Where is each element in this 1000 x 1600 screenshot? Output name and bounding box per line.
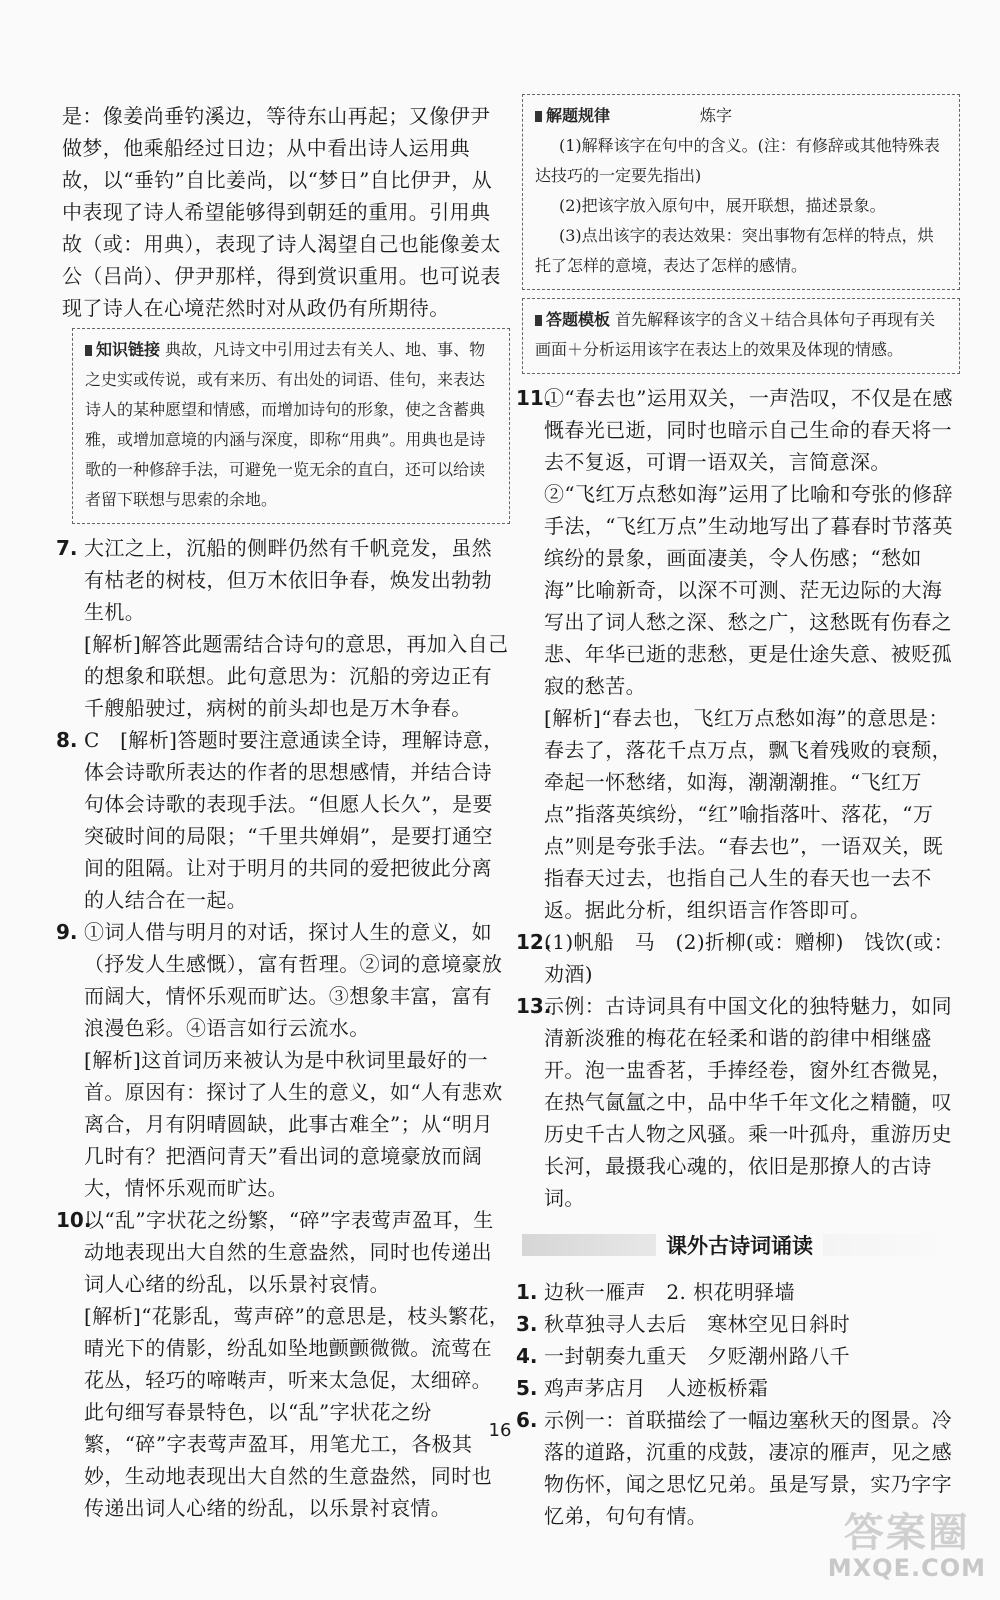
rule-item: (1)解释该字在句中的含义。(注：有修辞或其他特殊表达技巧的一定要先指出) (535, 136, 940, 185)
question-11 (516, 382, 960, 926)
knowledge-link-text: 典故，凡诗文中引用过去有关人、地、事、物之史实或传说，或有来历、有出处的词语、佳句，来表达诗人的某种愿望和情感，而增加诗句的形象，使之含蓄典雅，或增加意境的内涵与深度，即称“用典”。用典也是诗歌的一种修辞手法，可避免一览无余的直白，还可以给读者留下联想与思索的余地。 (85, 340, 486, 509)
page-number: 16 (488, 1420, 512, 1441)
question-8 (56, 724, 510, 916)
answer-text: 示例：古诗词具有中国文化的独特魅力，如同清新淡雅的梅花在轻柔和谐的韵律中相继盛开。泡一盅香茗，手捧经卷，窗外红杏微晃，在热气氤氲之中，品中华千年文化之精髓，叹历史千古人物之风骚。乘一叶孤舟，重游历史长河，最摄我心魂的，依旧是那撩人的古诗词。 (544, 994, 952, 1210)
extra-item-text: 一封朝奏九重天 夕贬潮州路八千 (544, 1344, 850, 1368)
question-number: 8. (56, 728, 78, 752)
question-9 (56, 916, 510, 1204)
question-number: 13. (516, 994, 552, 1018)
template-box-tag: 答题模板 (535, 310, 610, 329)
extra-item-number: 6. (516, 1408, 538, 1432)
extra-item (516, 1340, 960, 1372)
rule-item: (3)点出该字的表达效果：突出事物有怎样的特点，烘托了怎样的意境，表达了怎样的感情。 (535, 226, 934, 275)
extra-item-text: 秋草独寻人去后 寒林空见日斜时 (544, 1312, 850, 1336)
rule-box (522, 94, 960, 290)
extra-item (516, 1372, 960, 1404)
watermark-chinese: 答案圈 (843, 1510, 970, 1556)
analysis-text: [解析]这首词历来被认为是中秋词里最好的一首。原因有：探讨了人生的意义，如“人有悲欢离合，月有阴晴圆缺，此事古难全”；从“明月几时有？把酒问青天”看出词的意境豪放而阔大，情怀乐观而旷达。 (84, 1048, 503, 1200)
question-number: 11. (516, 386, 552, 410)
extra-item (516, 1276, 960, 1308)
intro-paragraph: 是：像姜尚垂钓溪边，等待东山再起；又像伊尹做梦，他乘船经过日边；从中看出诗人运用典故，以“垂钓”自比姜尚，以“梦日”自比伊尹，从中表现了诗人希望能够得到朝廷的重用。引用典故（或：用典），表现了诗人渴望自己也能像姜太公（吕尚）、伊尹那样，得到赏识重用。也可说表现了诗人在心境茫然时对从政仍有所期待。 (62, 104, 501, 320)
rule-box-header (535, 101, 949, 131)
watermark-url: MXQE.COM (827, 1554, 986, 1582)
answer-text: 大江之上，沉船的侧畔仍然有千帆竞发，虽然有枯老的树枝，但万木依旧争春，焕发出勃勃生机。 (84, 536, 492, 624)
answer-text: C [解析]答题时要注意通读全诗，理解诗意，体会诗歌所表达的作者的思想感情，并结合诗句体会诗歌的表现手法。“但愿人长久”，是要突破时间的局限；“千里共婵娟”，是要打通空间的阻隔。让对于明月的共同的爱把彼此分离的人结合在一起。 (84, 728, 504, 912)
rule-box-topic: 炼字 (700, 106, 733, 125)
extra-item-number: 5. (516, 1376, 538, 1400)
answer-part-1: ①“春去也”运用双关，一声浩叹，不仅是在感慨春光已逝，同时也暗示自己生命的春天将一去不复返，可谓一语双关，言简意深。 (544, 386, 953, 474)
right-column (516, 90, 960, 1532)
section-header (522, 1222, 960, 1268)
extra-item-text: 边秋一雁声 2. 枳花明驿墙 (544, 1280, 796, 1304)
analysis-text: [解析]解答此题需结合诗句的意思，再加入自己的想象和联想。此句意思为：沉船的旁边正有千艘船驶过，病树的前头却也是万木争春。 (84, 632, 509, 720)
extra-item-text: 鸡声茅店月 人迹板桥霜 (544, 1376, 769, 1400)
question-10 (56, 1204, 510, 1524)
extra-item-number: 1. (516, 1280, 538, 1304)
extra-item-number: 4. (516, 1344, 538, 1368)
template-box-text: 首先解释该字的含义＋结合具体句子再现有关画面＋分析运用该字在表达上的效果及体现的情感。 (535, 310, 936, 359)
question-number: 7. (56, 536, 78, 560)
answer-text: 以“乱”字状花之纷繁，“碎”字表莺声盈耳，生动地表现出大自然的生意盎然，同时也传递出词人心绪的纷乱，以乐景衬哀情。 (84, 1208, 494, 1296)
question-number: 10. (56, 1208, 92, 1232)
left-column (56, 100, 510, 1524)
watermark-logo (828, 1501, 986, 1582)
question-12 (516, 926, 960, 990)
question-number: 9. (56, 920, 78, 944)
answer-part-2: ②“飞红万点愁如海”运用了比喻和夸张的修辞手法，“飞红万点”生动地写出了暮春时节落英缤纷的景象，画面凄美，令人伤感；“愁如海”比喻新奇，以深不可测、茫无边际的大海写出了词人愁之深、愁之广，这愁既有伤春之悲、年华已逝的悲愁，更是仕途失意、被贬孤寂的愁苦。 (544, 482, 953, 698)
knowledge-link-tag: 知识链接 (85, 340, 160, 359)
section-title: 课外古诗词诵读 (656, 1226, 823, 1264)
question-13 (516, 990, 960, 1214)
knowledge-link-box (72, 328, 510, 524)
extra-item-number: 3. (516, 1312, 538, 1336)
answer-text: (1)帆船 马 (2)折柳(或：赠柳) 饯饮(或：劝酒) (544, 930, 955, 986)
answer-text: ①词人借与明月的对话，探讨人生的意义，如（抒发人生感慨），富有哲理。②词的意境豪放而阔大，情怀乐观而旷达。③想象丰富，富有浪漫色彩。④语言如行云流水。 (84, 920, 503, 1040)
rule-box-tag: 解题规律 (535, 101, 610, 131)
question-7 (56, 532, 510, 724)
extra-item (516, 1308, 960, 1340)
analysis-text: [解析]“花影乱，莺声碎”的意思是，枝头繁花，晴光下的倩影，纷乱如坠地颤颤微微。流莺在花丛，轻巧的啼啭声，听来太急促，太细碎。此句细写春景特色，以“乱”字状花之纷繁，“碎”字表莺声盈耳，用笔尤工，各极其妙，生动地表现出大自然的生意盎然，同时也传递出词人心绪的纷乱，以乐景衬哀情。 (84, 1304, 510, 1520)
question-number: 12. (516, 930, 552, 954)
analysis-text: [解析]“春去也，飞红万点愁如海”的意思是：春去了，落花千点万点，飘飞着残败的衰颓，牵起一怀愁绪，如海，潮潮潮推。“飞红万点”指落英缤纷，“红”喻指落叶、落花，“万点”则是夸张手法。“春去也”，一语双关，既指春天过去，也指自己人生的春天也一去不返。据此分析，组织语言作答即可。 (544, 706, 952, 922)
extra-item-text: 示例一：首联描绘了一幅边塞秋天的图景。冷落的道路，沉重的戍鼓，凄凉的雁声，见之感物伤怀，闻之思忆兄弟。虽是写景，实乃字字忆弟，句句有情。 (544, 1408, 952, 1528)
template-box (522, 298, 960, 374)
rule-item: (2)把该字放入原句中，展开联想，描述景象。 (559, 196, 886, 215)
